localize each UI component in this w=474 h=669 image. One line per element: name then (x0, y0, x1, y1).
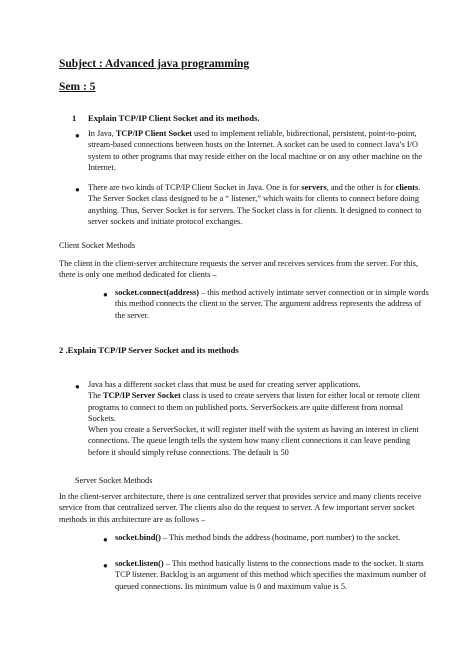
sem-heading: Sem : 5 (59, 81, 96, 93)
q1-methods-intro: The client in the client-server architecture requests the server and receives services from the server. For this, there is only one method dedicated for clients – (59, 259, 418, 280)
q2-methods-intro: In the client-server architecture, there is one centralized server that provides service and many clients receive service from that centralized server. The clients also do the request to server. A few important server socket methods in this architecture are as follows – (59, 492, 422, 524)
bullet-icon: ● (103, 290, 108, 299)
bullet-icon: ● (75, 131, 80, 140)
q2-method-bind: socket.bind() – This method binds the address (hostname, port number) to the socket. (115, 533, 401, 542)
q2-method-listen: socket.listen() – This method basically listens to the connections made to the socket. It starts TCP listener. Backlog is an argument of this method which specifies the maximum number of queued connections. Its minimum value is 0 and maximum value is 5. (115, 559, 427, 591)
q2-paragraph-1: Java has a different socket class that must be used for creating server applications. The TCP/IP Server Socket class is used to create servers that listen for either local or remote client programs to connect to them on published ports. ServerSockets are quite different from normal Sockets. When you create a ServerSocket, it will register itself with the system as having an interest in client connections. The queue length tells the system how many client connections it can leave pending before it should simply refuse connections. The default is 50 (88, 380, 420, 457)
subject-heading: Subject : Advanced java programming (59, 58, 250, 70)
q1-method-connect: socket.connect(address) – this method actively intimate server connection or in simple words this method connects the client to the server. The argument address represents the address of the server. (115, 288, 429, 320)
q1-number: 1 (72, 113, 77, 123)
bullet-icon: ● (75, 382, 80, 391)
q1-methods-heading: Client Socket Methods (59, 241, 136, 250)
q1-title: Explain TCP/IP Client Socket and its methods. (88, 113, 260, 123)
bullet-icon: ● (103, 535, 108, 544)
q1-paragraph-2: There are two kinds of TCP/IP Client Socket in Java. One is for servers, and the other is for clients. The Server Socket class designed to be a “ listener,” which waits for clients to connect before doing anything. Thus, Server Socket is for servers. The Socket class is for clients. It designed to connect to server sockets and initiate protocol exchanges. (88, 183, 422, 226)
q1-paragraph-1: In Java, TCP/IP Client Socket used to implement reliable, bidirectional, persistent, point-to-point, stream-based connections between hosts on the Internet. A socket can be used to connect Java’s I/O system to other programs that may reside either on the local machine or on any other machine on the Internet. (88, 129, 423, 172)
q2-methods-heading: Server Socket Methods (75, 476, 153, 485)
bullet-icon: ● (75, 185, 80, 194)
bullet-icon: ● (103, 561, 108, 570)
q2-title: 2 .Explain TCP/IP Server Socket and its methods (59, 345, 239, 355)
